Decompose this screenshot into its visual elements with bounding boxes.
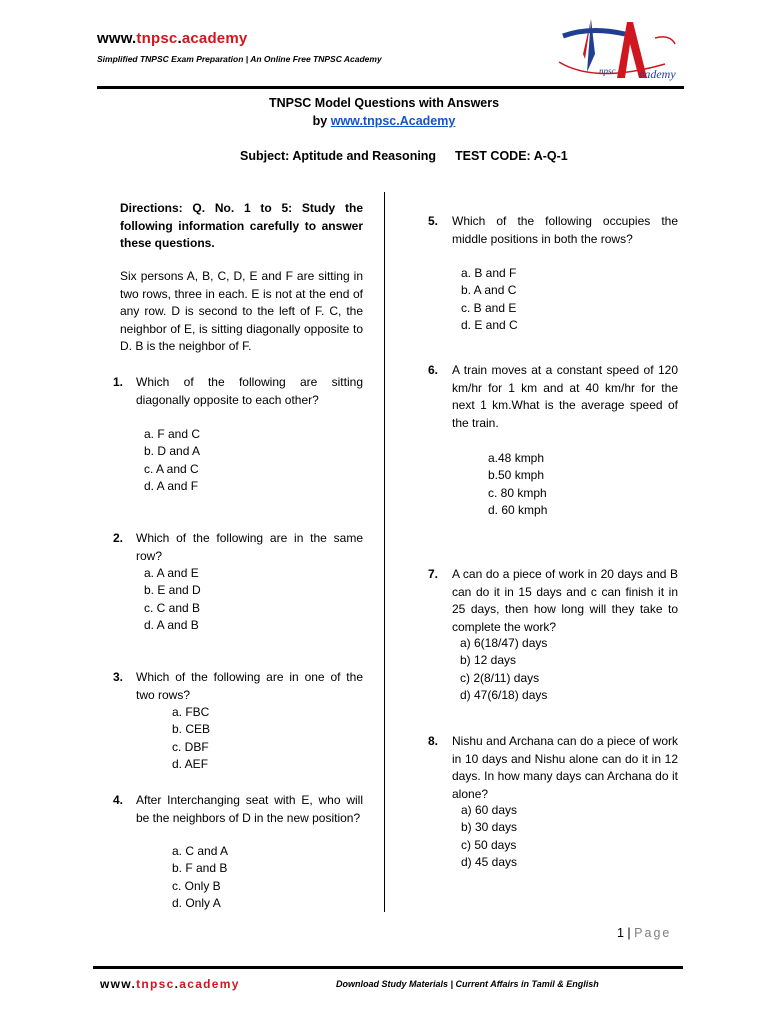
question-number: 7. xyxy=(428,567,439,581)
option: a. A and E xyxy=(144,566,199,580)
option: b) 12 days xyxy=(460,653,517,667)
document-title: TNPSC Model Questions with Answers xyxy=(268,96,500,110)
option: b. F and B xyxy=(172,861,228,875)
header-tagline: Simplified TNPSC Exam Preparation | An Online Free TNPSC Academy xyxy=(97,54,382,64)
footer-links: Download Study Materials | Current Affairs in Tamil & English xyxy=(336,979,599,989)
question-number: 1. xyxy=(113,375,124,389)
question-text: After Interchanging seat with E, who will be the neighbors of D in the new position? xyxy=(136,793,363,825)
option: d. A and F xyxy=(144,479,199,493)
academy-link[interactable]: www.tnpsc.Academy xyxy=(330,114,456,128)
option: c. 80 kmph xyxy=(488,486,547,500)
option: c. C and B xyxy=(144,601,201,615)
question-number: 3. xyxy=(113,670,124,684)
info-paragraph: Six persons A, B, C, D, E and F are sitting in two rows, three in each. E is not at the end of any row. D is second to the left of F. C, the neighbor of E, is sitting diagonally opposite to D. B is the neighbor of F. xyxy=(120,269,363,353)
column-divider xyxy=(384,192,385,912)
option: d. 60 kmph xyxy=(488,503,548,517)
option: a.48 kmph xyxy=(488,451,545,465)
option: c. DBF xyxy=(172,740,209,754)
option: c) 50 days xyxy=(461,838,517,852)
question-text: Which of the following occupies the middle positions in both the rows? xyxy=(452,214,678,246)
option: d) 45 days xyxy=(461,855,518,869)
option: b. D and A xyxy=(144,444,201,458)
header-divider xyxy=(97,86,684,89)
option: d) 47(6/18) days xyxy=(460,688,548,702)
option: c. Only B xyxy=(172,879,221,893)
question-number: 2. xyxy=(113,531,124,545)
option: c) 2(8/11) days xyxy=(460,671,540,685)
question-number: 4. xyxy=(113,793,124,807)
option: a. B and F xyxy=(461,266,517,280)
question-text: A train moves at a constant speed of 120 km/hr for 1 km and at 40 km/hr for the next 1 km.What is the average speed of the train. xyxy=(452,363,678,430)
option: b. E and D xyxy=(144,583,201,597)
question-text: Which of the following are sitting diagonally opposite to each other? xyxy=(136,375,363,407)
footer-site-name: www.tnpsc.academy xyxy=(100,977,240,991)
option: b.50 kmph xyxy=(488,468,545,482)
header-site-name: www.tnpsc.academy xyxy=(97,30,248,47)
question-text: Nishu and Archana can do a piece of work in 10 days and Nishu alone can do it in 12 days. In how many days can Archana do it alone? xyxy=(452,734,678,801)
option: b. CEB xyxy=(172,722,211,736)
question-number: 5. xyxy=(428,214,439,228)
document-byline: by www.tnpsc.Academy xyxy=(312,114,456,128)
option: a. FBC xyxy=(172,705,210,719)
option: c. A and C xyxy=(144,462,199,476)
academy-logo xyxy=(555,14,680,86)
directions-text: Directions: Q. No. 1 to 5: Study the following information carefully to answer these questions. xyxy=(120,201,363,250)
option: c. B and E xyxy=(461,301,517,315)
footer-divider xyxy=(93,966,683,969)
option: b. A and C xyxy=(461,283,517,297)
option: a) 6(18/47) days xyxy=(460,636,548,650)
question-text: Which of the following are in one of the two rows? xyxy=(136,670,363,702)
logo-text-npsc: npsc xyxy=(599,66,616,76)
option: a. F and C xyxy=(144,427,201,441)
question-number: 8. xyxy=(428,734,439,748)
option: b) 30 days xyxy=(461,820,518,834)
question-number: 6. xyxy=(428,363,439,377)
question-text: A can do a piece of work in 20 days and B can do it in 15 days and c can finish it in 25 days, then how long will they take to complete the work? xyxy=(452,567,678,634)
test-code: TEST CODE: A-Q-1 xyxy=(455,149,568,163)
option: d. Only A xyxy=(172,896,221,910)
option: a) 60 days xyxy=(461,803,518,817)
subject-label: Subject: Aptitude and Reasoning xyxy=(240,149,437,163)
logo-text-cademy: cademy xyxy=(639,67,676,81)
option: a. C and A xyxy=(172,844,229,858)
page-number: 1 | Page xyxy=(617,926,672,940)
question-text: Which of the following are in the same row? xyxy=(136,531,363,563)
option: d. AEF xyxy=(172,757,209,771)
option: d. A and B xyxy=(144,618,199,632)
option: d. E and C xyxy=(461,318,518,332)
